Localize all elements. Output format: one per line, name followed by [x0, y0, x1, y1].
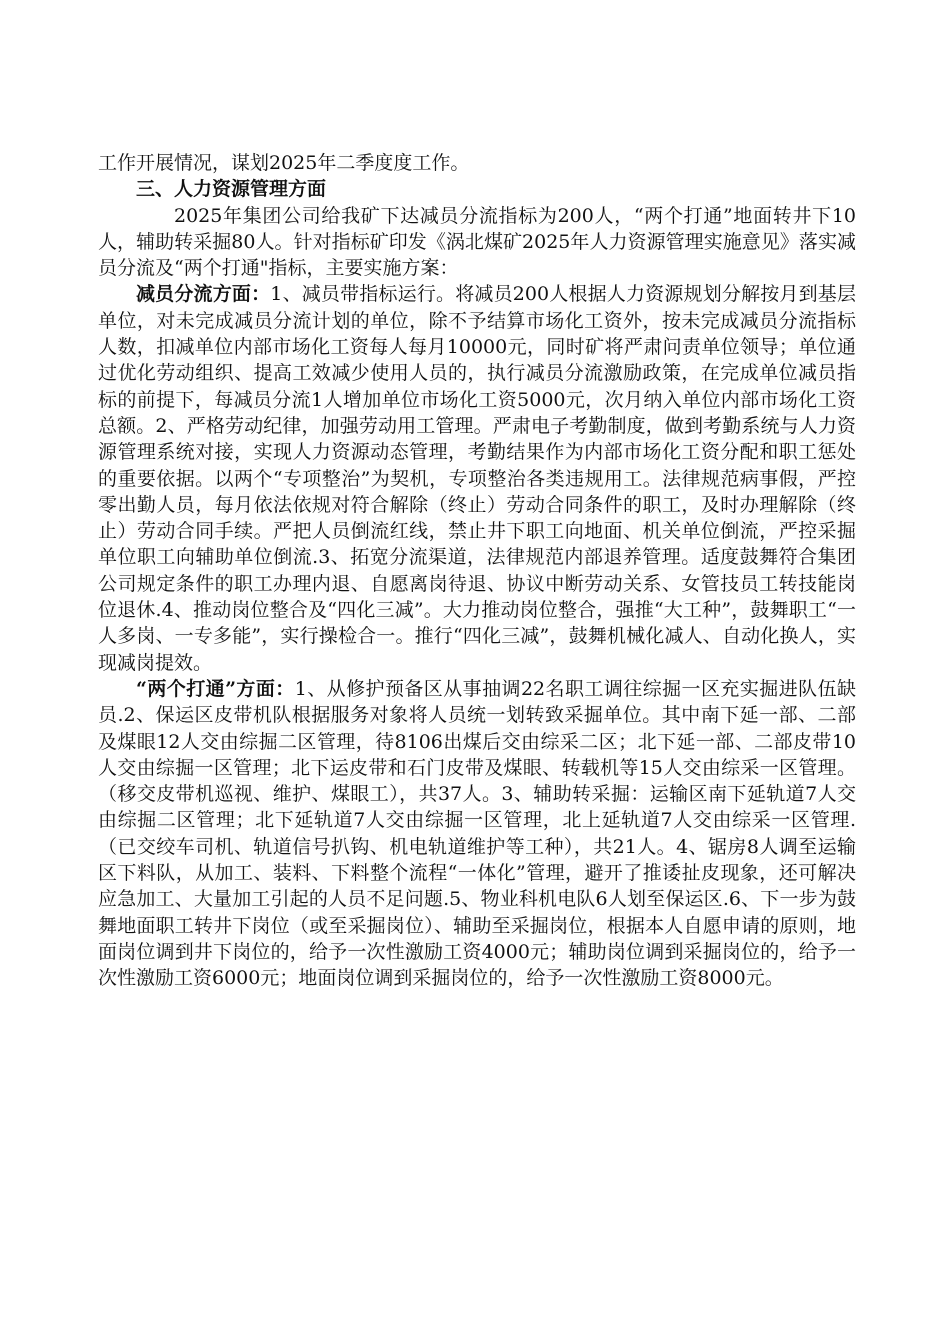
two-connections-body: 1、从修护预备区从事抽调22名职工调往综掘一区充实掘进队伍缺员.2、保运区皮带机队根据服务对象将人员统一划转致采掘单位。其中南下延一部、二部及煤眼12人交由综掘二区管理，待8106出煤后交由综采二区；北下延一部、二部皮带10人交由综掘一区管理；北下运皮带和石门皮带及煤眼、转载机等15人交由综采一区管理。（移交皮带机巡视、维护、煤眼工），共37人。3、辅助转采掘：运输区南下延轨道7人交由综掘二区管理；北下延轨道7人交由综掘一区管理，北上延轨道7人交由综采一区管理.（已交绞车司机、轨道信号扒钩、机电轨道维护等工种），共21人。4、锯房8人调至运输区下料队，从加工、装料、下料整个流程“一体化”管理，避开了推诿扯皮现象，还可解决应急加工、大量加工引起的人员不足问题.5、物业科机电队6人划至保运区.6、下一步为鼓舞地面职工转井下岗位（或至采掘岗位）、辅助至采掘岗位，根据本人自愿申请的原则，地面岗位调到井下岗位的，给予一次性激励工资4000元；辅助岗位调到采掘岗位的，给予一次性激励工资6000元；地面岗位调到采掘岗位的，给予一次性激励工资8000元。: [98, 677, 856, 990]
intro-paragraph: 2025年集团公司给我矿下达减员分流指标为200人，“两个打通”地面转井下10人，辅助转采掘80人。针对指标矿印发《涡北煤矿2025年人力资源管理实施意见》落实减员分流及“两个打通"指标，主要实施方案：: [98, 204, 856, 280]
two-connections-paragraph: [98, 676, 856, 992]
two-connections-lead: “两个打通”方面：: [136, 677, 295, 700]
staff-reduction-paragraph: [98, 281, 856, 675]
staff-reduction-lead: 减员分流方面：: [136, 283, 271, 306]
document-page: [98, 150, 856, 992]
continued-line: 工作开展情况，谋划2025年二季度度工作。: [98, 152, 470, 174]
section-heading: 三、人力资源管理方面: [136, 178, 327, 201]
staff-reduction-body: 1、减员带指标运行。将减员200人根据人力资源规划分解按月到基层单位，对未完成减员分流计划的单位，除不予结算市场化工资外，按未完成减员分流指标人数，扣减单位内部市场化工资每人每月10000元，同时矿将严肃问责单位领导；单位通过优化劳动组织、提高工效减少使用人员的，执行减员分流激励政策，在完成单位减员指标的前提下，每减员分流1人增加单位市场化工资5000元，次月纳入单位内部市场化工资总额。2、严格劳动纪律，加强劳动用工管理。严肃电子考勤制度，做到考勤系统与人力资源管理系统对接，实现人力资源动态管理，考勤结果作为内部市场化工资分配和职工惩处的重要依据。以两个“专项整治”为契机，专项整治各类违规用工。法律规范病事假，严控零出勤人员，每月依法依规对符合解除（终止）劳动合同条件的职工，及时办理解除（终止）劳动合同手续。严把人员倒流红线，禁止井下职工向地面、机关单位倒流，严控采掘单位职工向辅助单位倒流.3、拓宽分流渠道，法律规范内部退养管理。适度鼓舞符合集团公司规定条件的职工办理内退、自愿离岗待退、协议中断劳动关系、女管技员工转技能岗位退休.4、推动岗位整合及“四化三减”。大力推动岗位整合，强推“大工种”，鼓舞职工“一人多岗、一专多能”，实行操检合一。推行“四化三减”，鼓舞机械化减人、自动化换人，实现减岗提效。: [98, 283, 856, 674]
